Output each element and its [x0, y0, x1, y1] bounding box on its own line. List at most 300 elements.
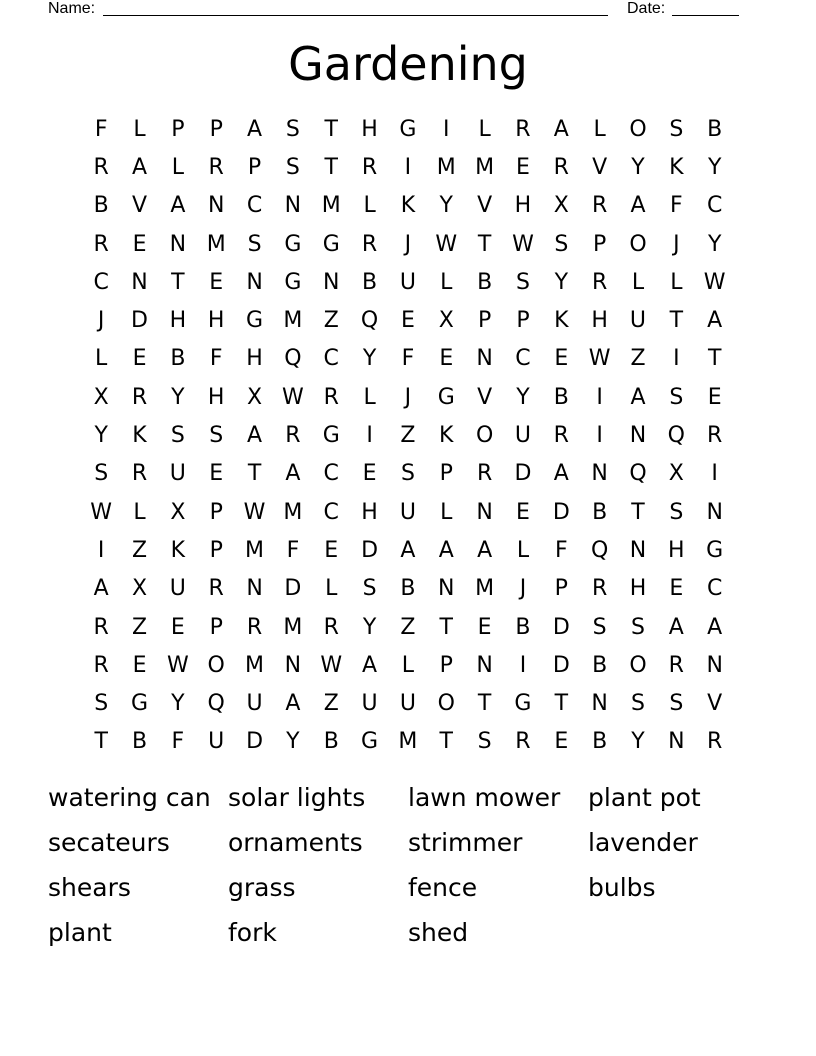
grid-letter: R: [707, 423, 723, 449]
grid-letter: H: [246, 346, 263, 372]
grid-letter: B: [477, 269, 493, 295]
word-list-item: ornaments: [228, 828, 363, 857]
grid-letter: R: [323, 384, 339, 410]
grid-letter: B: [93, 193, 109, 219]
grid-letter: E: [707, 384, 722, 410]
grid-letter: J: [404, 231, 412, 257]
grid-letter: C: [93, 269, 109, 295]
grid-letter: L: [516, 537, 530, 563]
grid-letter: W: [90, 499, 113, 525]
grid-letter: R: [476, 461, 493, 487]
grid-letter: I: [673, 346, 680, 372]
grid-letter: E: [209, 461, 224, 487]
word-list-item: secateurs: [48, 828, 170, 857]
grid-letter: O: [437, 691, 455, 717]
word-list-item: lawn mower: [408, 783, 561, 812]
grid-letter: U: [208, 729, 225, 755]
grid-letter: S: [592, 614, 607, 640]
grid-letter: A: [93, 576, 109, 602]
grid-letter: R: [707, 729, 723, 755]
grid-letter: F: [554, 537, 568, 563]
grid-letter: Y: [631, 729, 645, 755]
grid-letter: R: [131, 384, 148, 410]
grid-letter: M: [398, 729, 418, 755]
grid-letter: I: [519, 652, 527, 678]
grid-letter: Q: [667, 423, 685, 449]
puzzle-title: Gardening: [288, 37, 528, 91]
grid-letter: O: [629, 231, 647, 257]
grid-letter: T: [324, 116, 338, 142]
grid-letter: A: [285, 691, 301, 717]
grid-letter: H: [169, 308, 187, 334]
grid-letter: Y: [631, 154, 645, 180]
grid-letter: E: [554, 729, 569, 755]
grid-letter: Z: [323, 308, 339, 334]
grid-letter: N: [591, 461, 608, 487]
grid-letter: B: [170, 346, 186, 372]
grid-letter: Z: [131, 537, 148, 563]
grid-letter: T: [669, 308, 684, 334]
grid-letter: Y: [516, 384, 530, 410]
grid-letter: S: [94, 691, 109, 717]
grid-letter: K: [669, 154, 684, 180]
grid-letter: B: [553, 384, 569, 410]
word-list-item: plant: [48, 918, 112, 947]
grid-letter: M: [321, 193, 341, 219]
grid-letter: S: [285, 154, 300, 180]
grid-letter: S: [285, 116, 300, 142]
grid-letter: H: [361, 499, 378, 525]
grid-letter: T: [439, 614, 453, 640]
word-list-item: bulbs: [588, 873, 656, 902]
grid-letter: F: [401, 346, 415, 372]
grid-letter: P: [439, 461, 453, 487]
grid-letter: I: [443, 116, 450, 142]
grid-letter: N: [284, 652, 302, 678]
grid-letter: P: [171, 116, 185, 142]
grid-letter: D: [284, 576, 302, 602]
grid-letter: G: [130, 691, 149, 717]
grid-letter: O: [629, 652, 647, 678]
grid-letter: U: [361, 691, 378, 717]
grid-letter: Y: [286, 729, 300, 755]
grid-letter: E: [516, 499, 530, 525]
grid-letter: Y: [94, 423, 108, 449]
grid-letter: O: [629, 116, 647, 142]
grid-letter: A: [247, 423, 263, 449]
grid-letter: T: [631, 499, 645, 525]
grid-letter: S: [669, 691, 684, 717]
name-label: Name:: [48, 0, 96, 17]
grid-letter: V: [477, 193, 493, 219]
grid-letter: H: [361, 116, 378, 142]
grid-letter: G: [284, 269, 302, 295]
grid-letter: I: [404, 154, 412, 180]
grid-letter: N: [131, 269, 148, 295]
grid-letter: T: [477, 691, 492, 717]
grid-letter: R: [515, 116, 531, 142]
grid-letter: A: [553, 116, 569, 142]
grid-letter: K: [170, 537, 186, 563]
grid-letter: R: [515, 729, 531, 755]
grid-letter: T: [171, 269, 185, 295]
grid-letter: O: [207, 652, 225, 678]
grid-letter: E: [132, 652, 147, 678]
grid-letter: N: [629, 537, 647, 563]
grid-letter: C: [515, 346, 531, 372]
grid-letter: W: [282, 384, 304, 410]
grid-letter: P: [516, 308, 530, 334]
grid-letter: N: [476, 652, 493, 678]
name-line: [103, 15, 608, 16]
grid-letter: S: [400, 461, 415, 487]
grid-letter: Q: [590, 537, 609, 563]
grid-letter: X: [93, 384, 109, 410]
grid-letter: C: [323, 499, 339, 525]
grid-letter: G: [322, 423, 340, 449]
grid-letter: H: [207, 308, 225, 334]
grid-letter: X: [131, 576, 148, 602]
grid-letter: G: [284, 231, 302, 257]
grid-letter: C: [323, 461, 339, 487]
grid-letter: R: [668, 652, 684, 678]
grid-letter: A: [438, 537, 454, 563]
grid-letter: T: [439, 729, 453, 755]
grid-letter: K: [400, 193, 416, 219]
grid-letter: M: [206, 231, 226, 257]
grid-letter: E: [170, 614, 185, 640]
grid-letter: I: [97, 537, 105, 563]
grid-letter: Y: [439, 193, 453, 219]
grid-letter: M: [475, 576, 495, 602]
grid-letter: R: [361, 154, 378, 180]
grid-letter: P: [247, 154, 262, 180]
grid-letter: M: [245, 652, 265, 678]
grid-letter: S: [94, 461, 109, 487]
grid-letter: N: [284, 193, 302, 219]
grid-letter: S: [362, 576, 377, 602]
grid-letter: Y: [362, 346, 377, 372]
grid-letter: Q: [629, 461, 647, 487]
grid-letter: T: [247, 461, 262, 487]
grid-letter: R: [93, 154, 109, 180]
grid-letter: L: [631, 269, 645, 295]
grid-letter: D: [552, 614, 570, 640]
grid-letter: P: [554, 576, 568, 602]
grid-letter: B: [400, 576, 416, 602]
grid-letter: W: [588, 346, 611, 372]
grid-letter: S: [669, 116, 684, 142]
grid-letter: U: [514, 423, 531, 449]
word-list-item: watering can: [48, 783, 211, 812]
grid-letter: U: [246, 691, 263, 717]
word-list-item: solar lights: [228, 783, 366, 812]
grid-letter: E: [209, 269, 224, 295]
grid-letter: P: [209, 116, 223, 142]
grid-letter: A: [131, 154, 148, 180]
grid-letter: A: [668, 614, 684, 640]
grid-letter: P: [209, 614, 223, 640]
grid-letter: C: [706, 193, 723, 219]
grid-letter: X: [553, 193, 569, 219]
grid-letter: R: [553, 423, 569, 449]
grid-letter: D: [514, 461, 532, 487]
grid-letter: R: [323, 614, 339, 640]
grid-letter: A: [247, 116, 263, 142]
grid-letter: D: [552, 499, 570, 525]
grid-letter: W: [243, 499, 266, 525]
grid-letter: L: [133, 116, 146, 142]
grid-letter: M: [283, 308, 303, 334]
grid-letter: W: [435, 231, 458, 257]
grid-letter: N: [323, 269, 340, 295]
grid-letter: L: [440, 499, 453, 525]
grid-letter: I: [596, 384, 603, 410]
grid-letter: S: [669, 384, 684, 410]
grid-letter: B: [707, 116, 723, 142]
grid-letter: T: [707, 346, 722, 372]
grid-letter: Z: [400, 614, 416, 640]
grid-letter: V: [131, 193, 148, 219]
grid-letter: R: [246, 614, 263, 640]
grid-letter: L: [133, 499, 146, 525]
grid-letter: E: [439, 346, 454, 372]
grid-letter: Y: [171, 691, 185, 717]
grid-letter: D: [131, 308, 148, 334]
grid-letter: L: [440, 269, 453, 295]
grid-letter: Z: [131, 614, 148, 640]
grid-letter: S: [477, 729, 492, 755]
grid-letter: P: [209, 499, 223, 525]
grid-letter: E: [324, 537, 339, 563]
grid-letter: V: [707, 691, 723, 717]
grid-letter: S: [554, 231, 569, 257]
grid-letter: G: [361, 729, 379, 755]
grid-letter: L: [95, 346, 108, 372]
grid-letter: R: [361, 231, 378, 257]
grid-letter: B: [515, 614, 531, 640]
grid-letter: W: [512, 231, 534, 257]
grid-letter: W: [166, 652, 189, 678]
grid-letter: I: [366, 423, 373, 449]
grid-letter: Z: [400, 423, 416, 449]
grid-letter: B: [362, 269, 378, 295]
word-list-item: shears: [48, 873, 131, 902]
grid-letter: F: [94, 116, 108, 142]
grid-letter: I: [596, 423, 603, 449]
grid-letter: R: [591, 193, 608, 219]
grid-letter: B: [131, 729, 148, 755]
word-list-item: strimmer: [408, 828, 523, 857]
grid-letter: N: [591, 691, 608, 717]
grid-letter: N: [476, 499, 493, 525]
grid-letter: R: [93, 231, 109, 257]
grid-letter: J: [404, 384, 412, 410]
grid-letter: N: [706, 499, 723, 525]
grid-letter: R: [208, 576, 224, 602]
grid-letter: X: [438, 308, 454, 334]
grid-letter: B: [592, 652, 608, 678]
grid-letter: Y: [707, 154, 722, 180]
grid-letter: L: [363, 193, 376, 219]
grid-letter: G: [514, 691, 532, 717]
date-line: [672, 15, 739, 16]
grid-letter: E: [669, 576, 684, 602]
grid-letter: H: [207, 384, 225, 410]
grid-letter: D: [361, 537, 379, 563]
grid-letter: E: [132, 231, 147, 257]
date-label: Date:: [627, 0, 666, 17]
grid-letter: L: [401, 652, 415, 678]
grid-letter: L: [593, 116, 606, 142]
grid-letter: T: [94, 729, 108, 755]
grid-letter: L: [478, 116, 491, 142]
grid-letter: W: [320, 652, 343, 678]
grid-letter: Q: [284, 346, 302, 372]
grid-letter: S: [209, 423, 224, 449]
grid-letter: T: [324, 154, 338, 180]
letter-grid: [82, 110, 734, 761]
grid-letter: K: [439, 423, 454, 449]
grid-letter: N: [207, 193, 225, 219]
grid-letter: M: [283, 499, 303, 525]
grid-letter: C: [323, 346, 339, 372]
grid-letter: F: [670, 193, 683, 219]
grid-letter: N: [476, 346, 493, 372]
grid-letter: K: [554, 308, 569, 334]
word-list-item: fence: [408, 873, 478, 902]
grid-letter: S: [631, 614, 645, 640]
grid-letter: L: [670, 269, 683, 295]
grid-letter: P: [209, 537, 223, 563]
grid-letter: C: [706, 576, 723, 602]
grid-letter: E: [554, 346, 569, 372]
grid-letter: I: [711, 461, 718, 487]
word-list-item: plant pot: [588, 783, 701, 812]
grid-letter: F: [286, 537, 300, 563]
grid-letter: A: [553, 461, 569, 487]
grid-letter: N: [668, 729, 685, 755]
word-list-item: shed: [408, 918, 469, 947]
grid-letter: Y: [707, 231, 722, 257]
grid-letter: H: [514, 193, 532, 219]
grid-letter: S: [515, 269, 530, 295]
grid-letter: L: [363, 384, 376, 410]
grid-letter: N: [169, 231, 187, 257]
grid-letter: U: [399, 691, 416, 717]
grid-letter: Q: [207, 691, 225, 717]
grid-letter: G: [437, 384, 455, 410]
grid-letter: W: [703, 269, 726, 295]
grid-letter: Q: [360, 308, 379, 334]
grid-letter: A: [400, 537, 416, 563]
grid-letter: U: [399, 499, 416, 525]
grid-letter: H: [668, 537, 685, 563]
grid-letter: M: [283, 614, 303, 640]
grid-letter: J: [97, 308, 105, 334]
grid-letter: B: [323, 729, 339, 755]
grid-letter: Z: [630, 346, 646, 372]
grid-letter: P: [439, 652, 453, 678]
grid-letter: T: [477, 231, 492, 257]
grid-letter: H: [591, 308, 608, 334]
grid-letter: R: [208, 154, 224, 180]
grid-letter: U: [399, 269, 416, 295]
grid-letter: X: [247, 384, 263, 410]
grid-letter: G: [706, 537, 724, 563]
grid-letter: N: [246, 269, 263, 295]
grid-letter: E: [400, 308, 415, 334]
grid-letter: R: [285, 423, 301, 449]
word-list-item: grass: [228, 873, 296, 902]
grid-letter: S: [170, 423, 185, 449]
grid-letter: M: [436, 154, 456, 180]
grid-letter: G: [246, 308, 264, 334]
grid-letter: P: [593, 231, 607, 257]
grid-letter: C: [246, 193, 263, 219]
grid-letter: U: [629, 308, 647, 334]
grid-letter: X: [668, 461, 684, 487]
word-list: [48, 778, 768, 958]
grid-letter: J: [673, 231, 680, 257]
grid-letter: E: [132, 346, 147, 372]
grid-letter: L: [325, 576, 338, 602]
grid-letter: G: [322, 231, 340, 257]
grid-letter: R: [591, 269, 608, 295]
grid-letter: K: [132, 423, 147, 449]
grid-letter: R: [93, 652, 109, 678]
grid-letter: V: [592, 154, 608, 180]
grid-letter: B: [592, 729, 608, 755]
grid-letter: U: [169, 461, 186, 487]
grid-letter: Z: [323, 691, 339, 717]
grid-letter: H: [629, 576, 647, 602]
grid-letter: A: [285, 461, 301, 487]
grid-letter: P: [477, 308, 492, 334]
grid-letter: A: [630, 384, 646, 410]
grid-letter: G: [399, 116, 417, 142]
grid-letter: X: [170, 499, 186, 525]
grid-letter: S: [631, 691, 645, 717]
grid-letter: Y: [554, 269, 569, 295]
grid-letter: F: [171, 729, 185, 755]
grid-letter: A: [707, 614, 723, 640]
grid-letter: J: [519, 576, 527, 602]
grid-letter: S: [669, 499, 684, 525]
grid-letter: A: [630, 193, 646, 219]
grid-letter: R: [591, 576, 608, 602]
grid-letter: D: [246, 729, 264, 755]
grid-letter: N: [629, 423, 647, 449]
grid-letter: Y: [171, 384, 185, 410]
word-list-item: lavender: [588, 828, 698, 857]
grid-letter: V: [477, 384, 493, 410]
grid-letter: L: [171, 154, 184, 180]
grid-letter: U: [169, 576, 186, 602]
grid-letter: N: [246, 576, 263, 602]
grid-letter: F: [209, 346, 223, 372]
word-list-item: fork: [228, 918, 277, 947]
grid-letter: B: [592, 499, 608, 525]
grid-letter: R: [93, 614, 109, 640]
grid-letter: E: [477, 614, 492, 640]
grid-letter: M: [245, 537, 265, 563]
grid-letter: N: [438, 576, 455, 602]
grid-letter: T: [554, 691, 569, 717]
grid-letter: N: [706, 652, 723, 678]
grid-letter: A: [362, 652, 378, 678]
grid-letter: M: [475, 154, 495, 180]
